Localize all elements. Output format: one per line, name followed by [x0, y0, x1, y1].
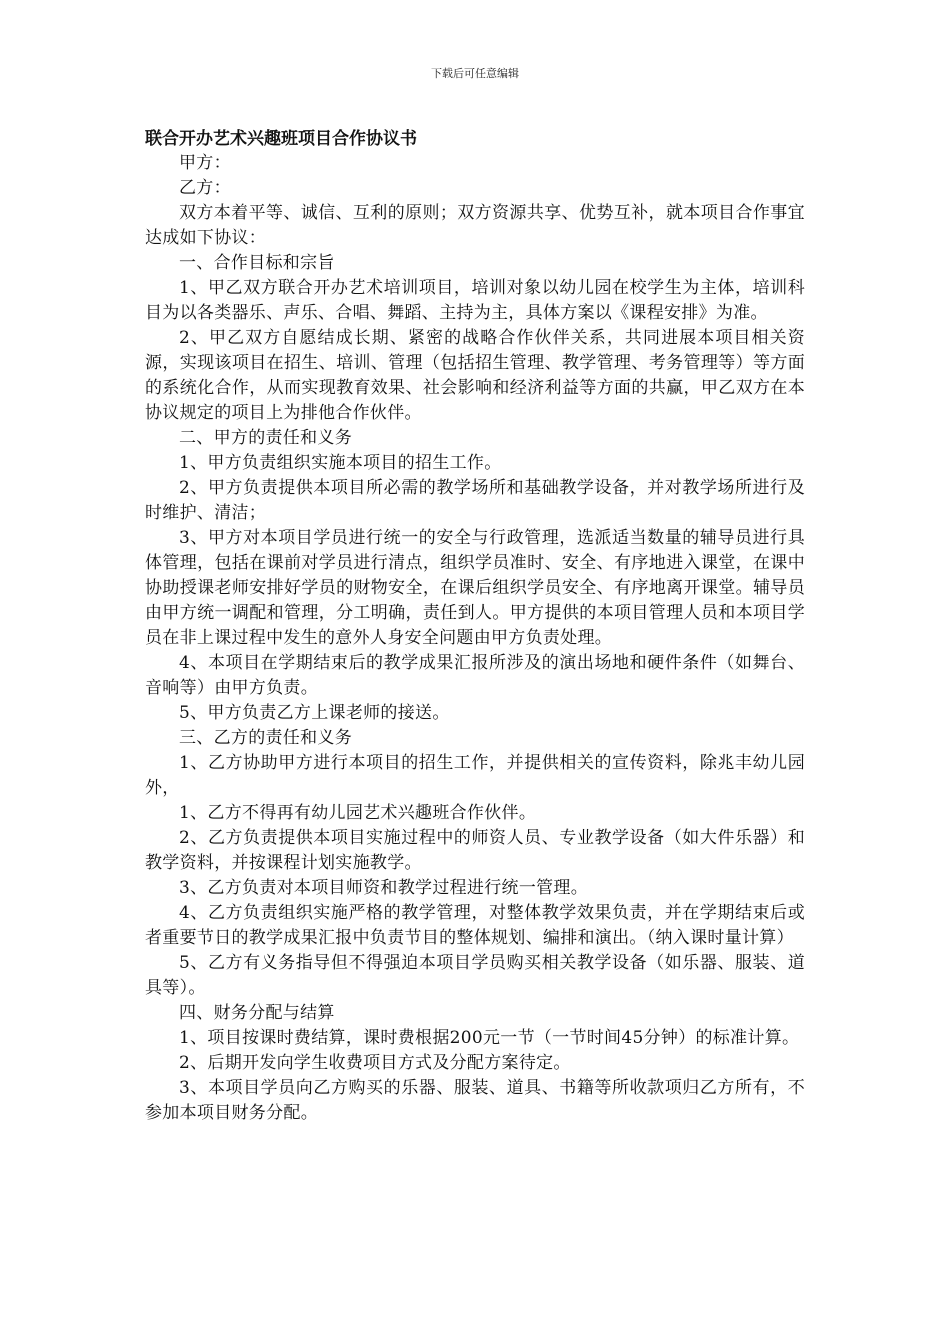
clause-paragraph: 3、本项目学员向乙方购买的乐器、服装、道具、书籍等所收款项归乙方所有，不参加本项目财务分配。: [145, 1078, 805, 1123]
party-b-line: 乙方：: [179, 178, 231, 198]
document-title: 联合开办艺术兴趣班项目合作协议书: [145, 129, 417, 149]
clause-paragraph: 2、后期开发向学生收费项目方式及分配方案待定。: [179, 1053, 571, 1073]
clause-paragraph: 5、甲方负责乙方上课老师的接送。: [179, 703, 450, 723]
preamble-paragraph: 双方本着平等、诚信、互利的原则；双方资源共享、优势互补，就本项目合作事宜达成如下协议：: [145, 203, 805, 248]
party-a-line: 甲方：: [179, 153, 231, 173]
clause-paragraph: 3、乙方负责对本项目师资和教学过程进行统一管理。: [179, 878, 589, 898]
clause-paragraph: 1、乙方不得再有幼儿园艺术兴趣班合作伙伴。: [179, 803, 537, 823]
clause-paragraph: 1、乙方协助甲方进行本项目的招生工作，并提供相关的宣传资料，除兆丰幼儿园外，: [145, 753, 805, 798]
document-body: [145, 151, 805, 1126]
header-note: 下载后可任意编辑: [431, 67, 519, 80]
clause-paragraph: 2、乙方负责提供本项目实施过程中的师资人员、专业教学设备（如大件乐器）和教学资料，并按课程计划实施教学。: [145, 828, 805, 873]
clause-paragraph: 3、甲方对本项目学员进行统一的安全与行政管理，选派适当数量的辅导员进行具体管理，包括在课前对学员进行清点，组织学员准时、安全、有序地进入课堂，在课中协助授课老师安排好学员的财物安全，在课后组织学员安全、有序地离开课堂。辅导员由甲方统一调配和管理，分工明确，责任到人。甲方提供的本项目管理人员和本项目学员在非上课过程中发生的意外人身安全问题由甲方负责处理。: [145, 528, 805, 648]
clause-paragraph: 2、甲方负责提供本项目所必需的教学场所和基础教学设备，并对教学场所进行及时维护、清洁；: [145, 478, 805, 523]
clause-paragraph: 5、乙方有义务指导但不得强迫本项目学员购买相关教学设备（如乐器、服装、道具等）。: [145, 953, 805, 998]
section-heading: 一、合作目标和宗旨: [179, 253, 335, 273]
section-heading: 二、甲方的责任和义务: [179, 428, 352, 448]
clause-paragraph: 4、本项目在学期结束后的教学成果汇报所涉及的演出场地和硬件条件（如舞台、音响等）由甲方负责。: [145, 653, 805, 698]
clause-paragraph: 1、项目按课时费结算，课时费根据200元一节（一节时间45分钟）的标准计算。: [179, 1028, 800, 1048]
clause-paragraph: 1、甲乙双方联合开办艺术培训项目，培训对象以幼儿园在校学生为主体，培训科目为以各类器乐、声乐、合唱、舞蹈、主持为主，具体方案以《课程安排》为准。: [145, 278, 805, 323]
clause-paragraph: 4、乙方负责组织实施严格的教学管理，对整体教学效果负责，并在学期结束后或者重要节日的教学成果汇报中负责节目的整体规划、编排和演出。（纳入课时量计算）: [145, 903, 805, 948]
clause-paragraph: 1、甲方负责组织实施本项目的招生工作。: [179, 453, 502, 473]
section-heading: 四、财务分配与结算: [179, 1003, 335, 1023]
section-heading: 三、乙方的责任和义务: [179, 728, 352, 748]
clause-paragraph: 2、甲乙双方自愿结成长期、紧密的战略合作伙伴关系，共同进展本项目相关资源，实现该项目在招生、培训、管理（包括招生管理、教学管理、考务管理等）等方面的系统化合作，从而实现教育效果、社会影响和经济利益等方面的共赢，甲乙双方在本协议规定的项目上为排他合作伙伴。: [145, 328, 805, 423]
